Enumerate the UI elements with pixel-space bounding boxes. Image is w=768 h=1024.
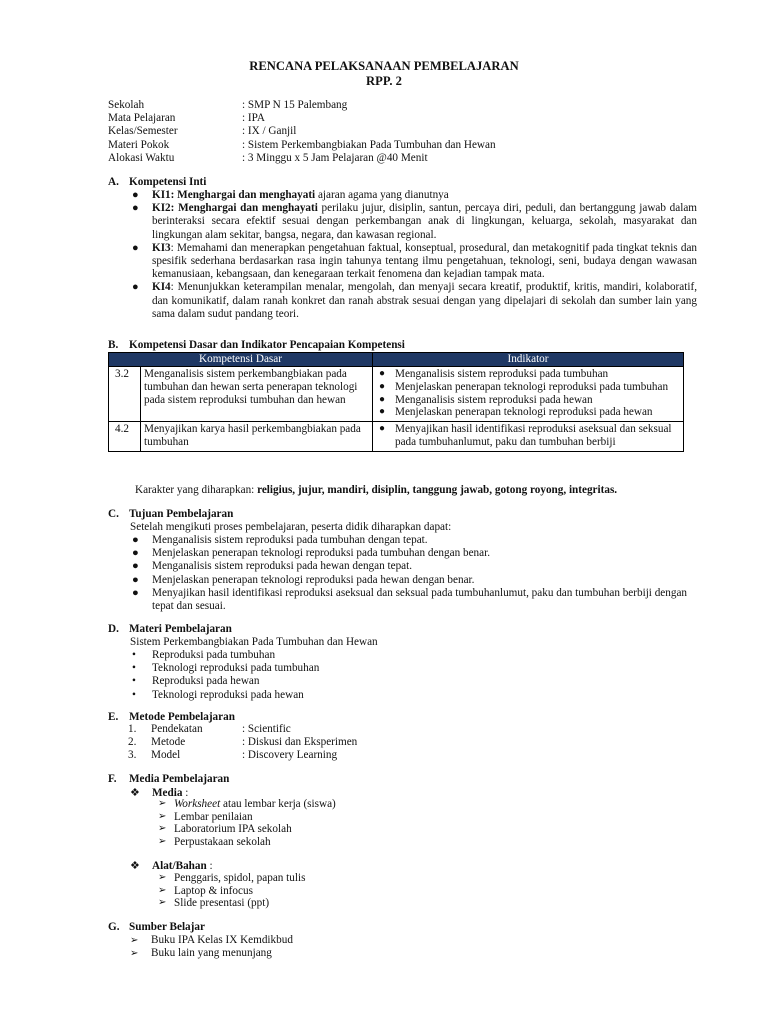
bullet-icon: ● — [379, 368, 386, 379]
karakter-line — [135, 484, 617, 496]
info-value: : IPA — [242, 112, 265, 125]
table-header-row — [109, 353, 684, 367]
alat-heading — [130, 859, 213, 872]
list-item-text: Teknologi reproduksi pada tumbuhan — [152, 662, 320, 675]
ki-text: ajaran agama yang dianutnya — [315, 189, 449, 201]
kd-number: 4.2 — [109, 422, 141, 452]
list-item — [130, 649, 700, 662]
bullet-icon: ● — [132, 189, 139, 201]
section-title: Metode Pembelajaran — [129, 711, 235, 723]
list-item-text: Menyajikan hasil identifikasi reproduksi aseksual dan seksual pada tumbuhanlumut, paku dan tumbuhan berbiji dengan tepat dan sesuai. — [152, 586, 688, 613]
method-label: Model — [151, 749, 181, 762]
section-g-heading — [108, 921, 205, 933]
list-item — [130, 242, 697, 282]
indicator-item — [377, 406, 680, 419]
media-colon: : — [182, 787, 189, 799]
section-letter: E. — [108, 711, 119, 723]
bullet-icon: ● — [132, 241, 139, 254]
section-e-heading — [108, 711, 235, 723]
list-item — [130, 947, 293, 960]
list-item-text: Menjelaskan penerapan teknologi reproduksi pada tumbuhan dengan benar. — [152, 547, 491, 560]
section-letter: A. — [108, 176, 119, 188]
method-value: : Diskusi dan Eksperimen — [242, 736, 358, 749]
section-title: Sumber Belajar — [129, 921, 205, 933]
section-title: Materi Pembelajaran — [129, 623, 232, 635]
alat-colon: : — [206, 860, 213, 872]
ki-label: KI2: Menghargai dan menghayati — [152, 202, 318, 215]
section-c-intro: Setelah mengikuti proses pembelajaran, peserta didik diharapkan dapat: — [130, 521, 452, 533]
list-item-text: Laptop & infocus — [174, 884, 253, 897]
info-label: Kelas/Semester — [108, 125, 178, 138]
arrow-bullet-icon: ➢ — [158, 884, 167, 896]
list-item-text: Reproduksi pada hewan — [152, 675, 260, 688]
sumber-list — [130, 934, 293, 960]
list-item — [130, 574, 700, 587]
section-letter: C. — [108, 508, 119, 520]
section-letter: D. — [108, 623, 119, 635]
document-subtitle: RPP. 2 — [366, 74, 402, 88]
method-label: Pendekatan — [151, 723, 203, 735]
ki-label: KI4 — [152, 281, 171, 294]
list-item — [130, 547, 700, 560]
info-label: Sekolah — [108, 99, 145, 111]
list-item — [130, 934, 293, 947]
ki-text: : Memahami dan menerapkan pengetahuan faktual, konseptual, prosedural, dan metakognitif pada tingkat teknis dan spesifik sederhana berdasarkan rasa ingin tahunya tentang ilmu pengetahuan, teknologi, seni, budaya dengan wawasan kemanusiaan, kebangsaan, dan kenegaraan terkait fenomena dan kejadian tampak mata. — [152, 241, 697, 281]
indicator-cell — [373, 422, 684, 452]
arrow-bullet-icon: ➢ — [158, 835, 167, 847]
list-item — [130, 281, 697, 321]
arrow-bullet-icon: ➢ — [158, 823, 167, 835]
column-header-kd: Kompetensi Dasar — [109, 353, 373, 367]
column-header-indikator: Indikator — [373, 353, 684, 367]
section-title: Kompetensi Dasar dan Indikator Pencapaian Kompetensi — [129, 339, 405, 351]
arrow-bullet-icon: ➢ — [158, 897, 167, 909]
list-item-text: Menganalisis sistem reproduksi pada hewan dengan tepat. — [152, 560, 413, 573]
section-title: Tujuan Pembelajaran — [129, 508, 234, 520]
section-f-heading — [108, 773, 229, 785]
indicator-text: Menganalisis sistem reproduksi pada tumbuhan — [395, 368, 609, 380]
indicator-text: Menganalisis sistem reproduksi pada hewan — [395, 393, 593, 406]
alat-label: Alat/Bahan — [152, 860, 207, 872]
bullet-icon: • — [132, 662, 136, 675]
materi-list — [130, 649, 700, 702]
kompetensi-table — [108, 352, 684, 452]
bullet-icon: ● — [379, 380, 386, 392]
list-item-text: Perpustakaan sekolah — [174, 835, 271, 848]
kompetensi-inti-list — [130, 189, 697, 321]
section-title: Media Pembelajaran — [129, 773, 230, 785]
info-label: Materi Pokok — [108, 138, 170, 151]
list-item — [158, 811, 336, 824]
worksheet-term: Worksheet — [174, 798, 221, 810]
section-b-heading — [108, 339, 405, 351]
bullet-icon: • — [132, 649, 136, 661]
indicator-item — [377, 394, 680, 407]
indicator-text: Menyajikan hasil identifikasi reproduksi aseksual dan seksual pada tumbuhanlumut, paku dan tumbuhan berbiji — [395, 423, 672, 448]
indicator-cell — [373, 367, 684, 422]
ki-label: KI3 — [152, 241, 171, 254]
list-item-text: atau lembar kerja (siswa) — [220, 798, 336, 810]
document-title: RENCANA PELAKSANAAN PEMBELAJARAN — [249, 59, 519, 73]
arrow-bullet-icon: ➢ — [158, 810, 167, 822]
ki-label: KI1: Menghargai dan menghayati — [152, 189, 316, 201]
list-item — [130, 560, 700, 573]
indicator-text: Menjelaskan penerapan teknologi reproduksi pada tumbuhan — [395, 380, 669, 393]
method-value: : Discovery Learning — [242, 749, 338, 762]
info-value: : SMP N 15 Palembang — [242, 99, 348, 111]
bullet-icon: ● — [132, 281, 139, 294]
section-d-intro: Sistem Perkembangbiakan Pada Tumbuhan dan Hewan — [130, 636, 378, 648]
section-letter: F. — [108, 773, 117, 785]
media-label: Media — [152, 787, 183, 799]
list-item-text: Lembar penilaian — [174, 810, 253, 823]
arrow-bullet-icon: ➢ — [158, 872, 167, 883]
list-item — [130, 587, 700, 613]
method-label: Metode — [151, 736, 186, 749]
list-item — [158, 836, 336, 849]
section-a-heading — [108, 176, 206, 188]
section-letter: G. — [108, 921, 120, 933]
bullet-icon: ● — [132, 534, 139, 546]
kd-text: Menyajikan karya hasil perkembangbiakan pada tumbuhan — [141, 422, 373, 452]
list-number: 1. — [128, 723, 137, 735]
section-d-heading — [108, 623, 232, 635]
list-item — [130, 534, 700, 547]
indicator-text: Menjelaskan penerapan teknologi reproduksi pada hewan — [395, 406, 653, 419]
bullet-icon: ● — [379, 393, 386, 405]
list-item — [158, 798, 336, 811]
info-value: : IX / Ganjil — [242, 125, 297, 138]
info-value: : 3 Minggu x 5 Jam Pelajaran @40 Menit — [242, 151, 428, 164]
section-c-heading — [108, 508, 233, 520]
list-item-text: Slide presentasi (ppt) — [174, 897, 270, 910]
kd-number: 3.2 — [109, 367, 141, 422]
bullet-icon: • — [132, 688, 136, 701]
list-item-text: Penggaris, spidol, papan tulis — [174, 872, 306, 884]
arrow-bullet-icon: ➢ — [130, 948, 139, 959]
list-item — [158, 885, 305, 898]
media-list — [158, 798, 336, 848]
bullet-icon: ● — [379, 406, 386, 418]
list-item — [130, 662, 700, 675]
list-item-text: Teknologi reproduksi pada hewan — [152, 688, 304, 701]
bullet-icon: ● — [132, 547, 139, 560]
list-item-text: Menjelaskan penerapan teknologi reproduksi pada hewan dengan benar. — [152, 573, 475, 586]
list-item-text: Reproduksi pada tumbuhan — [152, 649, 276, 661]
list-item-text: Laboratorium IPA sekolah — [174, 823, 292, 836]
list-number: 2. — [128, 736, 137, 749]
bullet-icon: • — [132, 675, 136, 688]
diamond-bullet-icon: ❖ — [130, 860, 141, 872]
table-row — [109, 422, 684, 452]
arrow-bullet-icon: ➢ — [158, 798, 167, 809]
list-item-text: Menganalisis sistem reproduksi pada tumbuhan dengan tepat. — [152, 534, 428, 546]
ki-text: : Menunjukkan keterampilan menalar, mengolah, dan menyaji secara kreatif, produktif, kritis, mandiri, kolaboratif, dan komunikatif, dalam ranah konkret dan ranah abstrak sesuai dengan yang dipelajari di sekolah dan sumber lain yang sama dalam sudut pandang teori. — [152, 281, 697, 320]
info-label: Alokasi Waktu — [108, 151, 175, 164]
karakter-label: Karakter yang diharapkan: — [135, 484, 258, 496]
info-value: : Sistem Perkembangbiakan Pada Tumbuhan dan Hewan — [242, 138, 496, 151]
list-item-text: Buku IPA Kelas IX Kemdikbud — [151, 934, 293, 946]
method-value: : Scientific — [242, 723, 291, 735]
bullet-icon: ● — [132, 573, 139, 586]
info-label: Mata Pelajaran — [108, 112, 176, 125]
ki-text: perilaku jujur, disiplin, santun, percaya diri, peduli, dan bertanggung jawab dalam berinteraksi secara efektif sesuai dengan perkembangan anak di lingkungan, keluarga, sekolah, masyarakat dan lingkungan alam sekitar, bangsa, negara, dan kawasan regional. — [152, 202, 697, 241]
bullet-icon: ● — [379, 423, 386, 435]
section-letter: B. — [108, 339, 119, 351]
list-item — [158, 872, 305, 885]
list-number: 3. — [128, 749, 137, 762]
list-item — [130, 202, 697, 242]
bullet-icon: ● — [132, 586, 139, 599]
alat-list — [158, 872, 305, 910]
list-item-text: Buku lain yang menunjang — [151, 947, 272, 959]
diamond-bullet-icon: ❖ — [130, 787, 141, 799]
bullet-icon: ● — [132, 202, 139, 215]
list-item — [130, 675, 700, 688]
section-title: Kompetensi Inti — [129, 176, 207, 188]
table-row — [109, 367, 684, 422]
list-item — [158, 823, 336, 836]
karakter-values: religius, jujur, mandiri, disiplin, tanggung jawab, gotong royong, integritas. — [257, 484, 618, 496]
indicator-item — [377, 381, 680, 394]
list-item — [130, 189, 697, 202]
list-item — [158, 897, 305, 910]
indicator-item — [377, 368, 680, 381]
indicator-item — [377, 423, 680, 449]
kd-text: Menganalisis sistem perkembangbiakan pada tumbuhan dan hewan serta penerapan teknologi pada sistem reproduksi tumbuhan dan hewan — [141, 367, 373, 422]
arrow-bullet-icon: ➢ — [130, 935, 139, 946]
list-item — [130, 689, 700, 702]
bullet-icon: ● — [132, 560, 139, 573]
tujuan-list — [130, 534, 700, 613]
